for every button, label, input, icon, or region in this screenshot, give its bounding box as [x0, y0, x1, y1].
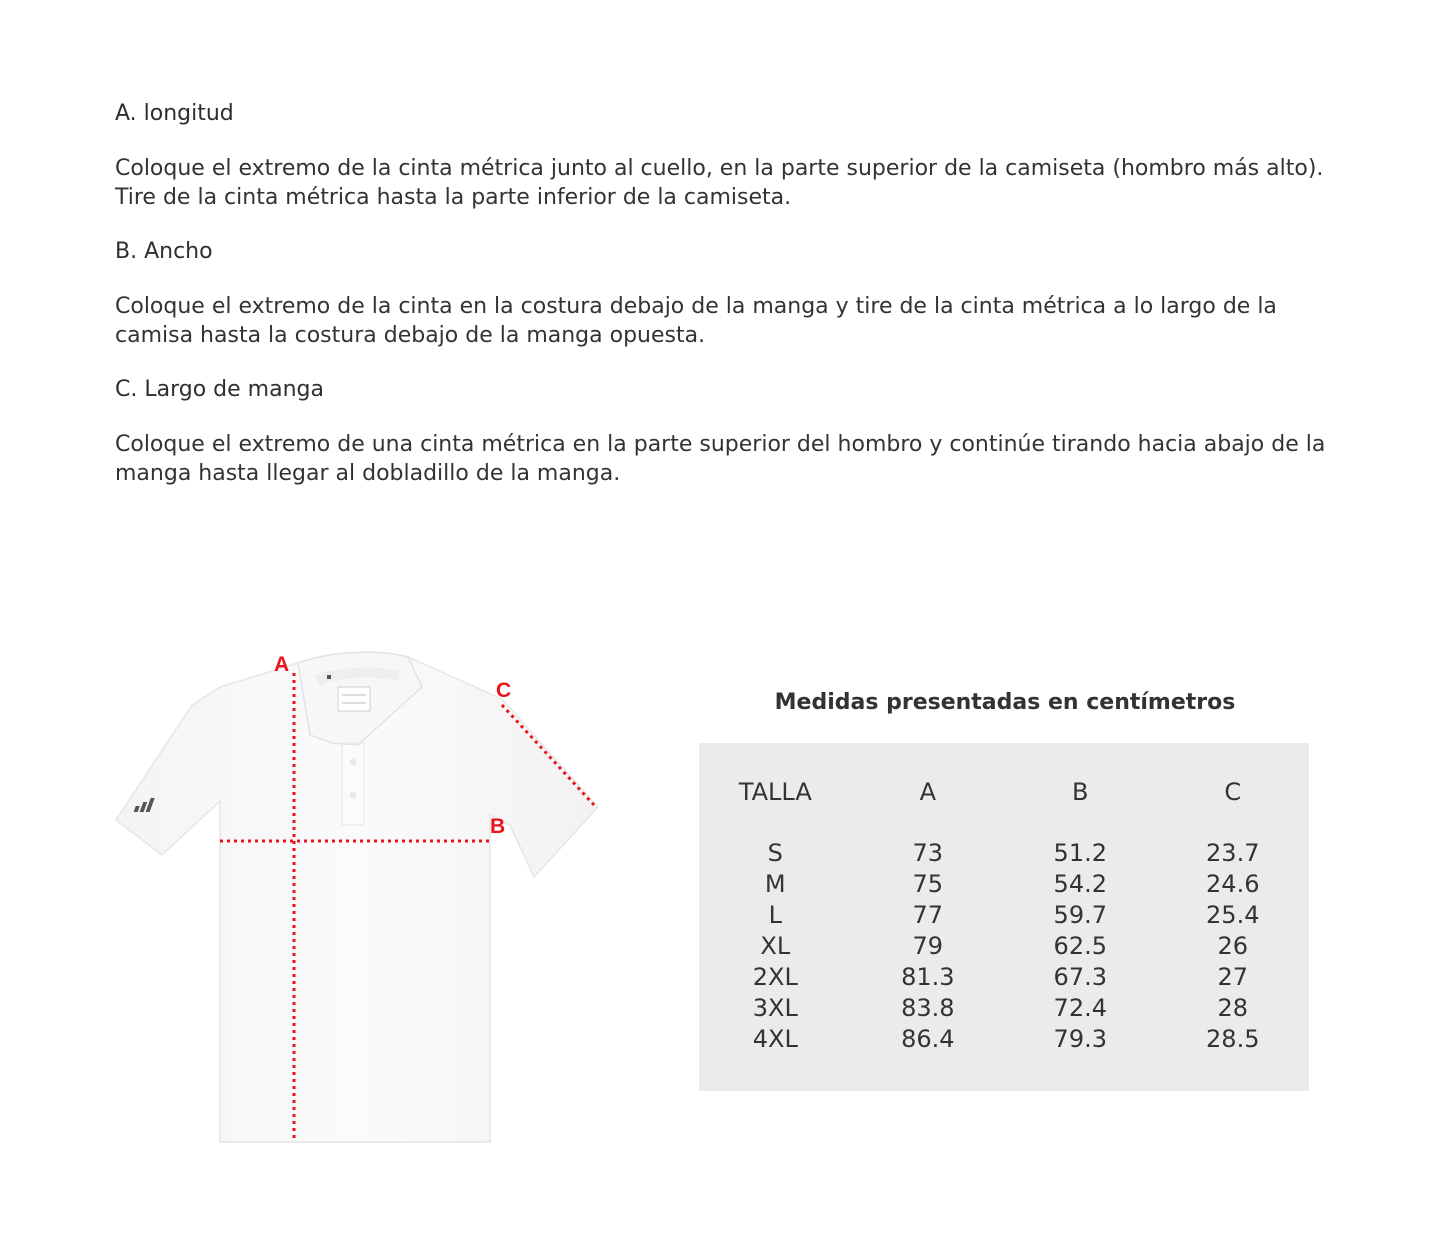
- cell-c: 28: [1217, 994, 1249, 1022]
- cell-size: 4XL: [752, 1025, 798, 1053]
- cell-c: 27: [1217, 963, 1249, 991]
- cell-c: 28.5: [1206, 1025, 1260, 1053]
- cell-c: 24.6: [1206, 870, 1260, 898]
- section-title-width: B. Ancho: [115, 239, 213, 264]
- neck-label: [338, 687, 370, 711]
- header-c: C: [1224, 778, 1242, 806]
- section-title-sleeve: C. Largo de manga: [115, 377, 324, 402]
- table-row: [699, 869, 1309, 900]
- table-row: [699, 931, 1309, 962]
- header-a: A: [919, 778, 936, 806]
- cell-size: L: [768, 901, 782, 929]
- cell-a: 73: [912, 839, 944, 867]
- cell-size: 3XL: [752, 994, 798, 1022]
- table-caption: Medidas presentadas en centímetros: [774, 690, 1236, 715]
- section-text-sleeve: Coloque el extremo de una cinta métrica en la parte superior del hombro y continúe tirando hacia abajo de la manga hasta llegar al dobladillo de la manga.: [115, 432, 1326, 486]
- cell-size: 2XL: [752, 963, 798, 991]
- label-b: B: [490, 815, 506, 838]
- cell-b: 59.7: [1053, 901, 1107, 929]
- size-table-panel: [699, 743, 1309, 1091]
- table-row: [699, 1024, 1309, 1055]
- shirt-diagram: [110, 645, 610, 1150]
- cell-size: S: [767, 839, 783, 867]
- size-table: [699, 777, 1309, 1055]
- table-row: [699, 993, 1309, 1024]
- cell-a: 79: [912, 932, 944, 960]
- table-row: [699, 900, 1309, 931]
- measurement-instructions: [115, 96, 1345, 510]
- button-1: [350, 759, 357, 766]
- cell-c: 23.7: [1206, 839, 1260, 867]
- section-text-length: Coloque el extremo de la cinta métrica junto al cuello, en la parte superior de la camiseta (hombro más alto). Tire de la cinta métrica hasta la parte inferior de la camiseta.: [115, 156, 1324, 210]
- table-row: [699, 962, 1309, 993]
- cell-a: 81.3: [901, 963, 955, 991]
- cell-b: 79.3: [1053, 1025, 1107, 1053]
- cell-a: 86.4: [901, 1025, 955, 1053]
- label-c: C: [496, 679, 512, 702]
- cell-c: 25.4: [1206, 901, 1260, 929]
- cell-b: 51.2: [1053, 839, 1107, 867]
- button-2: [350, 792, 357, 799]
- polo-shirt-illustration: [110, 645, 610, 1150]
- header-talla: TALLA: [738, 778, 812, 806]
- cell-b: 54.2: [1053, 870, 1107, 898]
- cell-size: XL: [760, 932, 791, 960]
- section-title-length: A. longitud: [115, 101, 234, 126]
- cell-c: 26: [1217, 932, 1249, 960]
- cell-b: 62.5: [1053, 932, 1107, 960]
- header-b: B: [1072, 778, 1089, 806]
- cell-b: 67.3: [1053, 963, 1107, 991]
- label-a: A: [274, 653, 290, 676]
- cell-size: M: [764, 870, 786, 898]
- table-row: [699, 838, 1309, 869]
- cell-a: 75: [912, 870, 944, 898]
- table-header-row: [699, 777, 1309, 838]
- section-text-width: Coloque el extremo de la cinta en la costura debajo de la manga y tire de la cinta métrica a lo largo de la camisa hasta la costura debajo de la manga opuesta.: [115, 294, 1277, 348]
- cell-b: 72.4: [1053, 994, 1107, 1022]
- cell-a: 83.8: [901, 994, 955, 1022]
- cell-a: 77: [912, 901, 944, 929]
